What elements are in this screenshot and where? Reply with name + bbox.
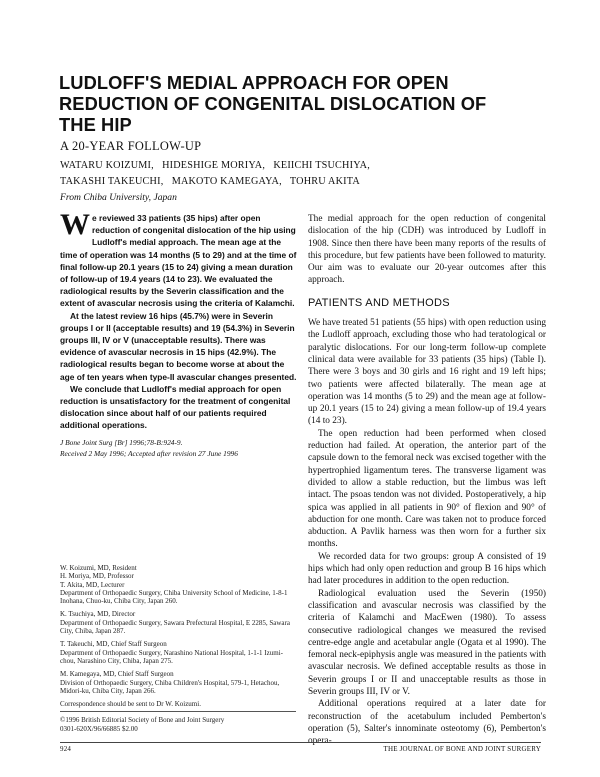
page-footer [60, 742, 541, 759]
note-line: H. Moriya, MD, Professor [60, 572, 134, 581]
left-column [60, 208, 298, 459]
note-line: K. Tsuchiya, MD, Director [60, 610, 136, 619]
abstract-paragraph-3: We conclude that Ludloff's medial approach for open reduction is unsatisfactory for the treatment of congenital dislocation since about half of our patients required additional operations. [60, 383, 291, 431]
abstract-text-1: e reviewed 33 patients (35 hips) after open reduction of congenital dislocation of the hip using Ludloff's medial approach. The mean age at the time of operation was 14 months (5 to 29) and at the time of final follow-up 20.1 years (15 to 24) giving a mean duration of follow-up of 19.4 years (14 to 23). We evaluated the radiological results by the Severin classification and the extent of avascular necrosis using the criteria of Kalamchi. [60, 213, 297, 309]
note-line: Department of Orthopaedic Surgery, Sawara Prefectural Hospital, E 2285, Sawara City, Chiba, Japan 287. [60, 618, 290, 636]
author-list [60, 158, 540, 190]
section-heading: PATIENTS AND METHODS [308, 296, 450, 309]
abstract-paragraph-2: At the latest review 16 hips (45.7%) were in Severin groups I or II (acceptable results) and 19 (54.3%) in Severin groups III, IV or V (unacceptable results). There was evidence of avascular necrosis in 15 hips (42.9%). The radiological results began to become worse at about the age of ten years when type-II avascular changes presented. [60, 310, 297, 382]
citation [60, 437, 298, 459]
received-dates: Received 2 May 1996; Accepted after revision 27 June 1996 [60, 448, 238, 458]
author-notes [60, 564, 296, 733]
abstract [60, 208, 298, 432]
note-line: W. Koizumi, MD, Resident [60, 564, 137, 572]
methods-paragraph-2: The open reduction had been performed when closed reduction had failed. At operation, the anterior part of the capsule down to the femoral neck was excised together with the hypertrophied ligamentum teres. The transverse ligament was divided to allow a stable reduction, but the limbus was left intact. The psoas tendon was not divided. Postoperatively, a hip spica was applied in all patients in 90° of flexion and 90° of abduction for one month. Care was taken not to produce forced abduction. A Pavlik harness was then worn for a further six months. [308, 428, 546, 550]
methods-paragraph-3: We recorded data for two groups: group A consisted of 19 hips which had only open reduction and group B 16 hips which had later procedures in addition to the open reduction. [308, 551, 546, 587]
methods-paragraph-5: Additional operations required at a later date for reconstruction of the acetabulum included Pemberton's operation (5), Salter's innominate osteotomy (6), Pemberton's opera- [308, 699, 546, 747]
note-chiba-university [60, 564, 296, 605]
methods-paragraph-1: We have treated 51 patients (55 hips) with open reduction using the Ludloff approach, excluding those who had teratological or paralytic dislocations. For our long-term follow-up complete clinical data were available for 33 patients (35 hips) (Table I). There were 3 boys and 30 girls and 16 right and 19 left hips; two patients were affected bilaterally. The mean age at operation was 14 months (5 to 29) and the mean age at follow-up 20.1 years (15 to 24) giving a mean follow-up of 19.4 years (14 to 23). [308, 318, 546, 427]
body-text [308, 213, 546, 747]
drop-cap: W [60, 208, 90, 241]
copyright-notice: ©1996 British Editorial Society of Bone and Joint Surgery [60, 716, 225, 725]
authors-line-2: TAKASHI TAKEUCHI, MAKOTO KAMEGAYA, TOHRU AKITA [60, 176, 360, 187]
note-narashino-hospital [60, 640, 296, 665]
methods-paragraph-4: Radiological evaluation used the Severin (1950) classification and avascular necrosis was classified by the criteria of Kalamchi and MacEwen (1980). To assess consecutive radiological changes we measured the revised centre-edge angle and acetabular angle (Ogata et al 1990). The femoral neck-epiphysis angle was measured in the patients with avascular necrosis. We defined acceptable results as those in Severin groups I or II and unacceptable results as those in Severin groups III, IV or V. [308, 588, 546, 697]
note-childrens-hospital [60, 670, 296, 695]
note-line: Department of Orthopaedic Surgery, Chiba University School of Medicine, 1-8-1 Inohana, Chuo-ku, Chiba City, Japan 260. [60, 588, 288, 606]
journal-name: THE JOURNAL OF BONE AND JOINT SURGERY [383, 745, 541, 753]
authors-line-1: WATARU KOIZUMI, HIDESHIGE MORIYA, KEIICHI TSUCHIYA, [60, 160, 370, 171]
note-line: T. Akita, MD, Lecturer [60, 580, 125, 589]
note-line: T. Takeuchi, MD, Chief Staff Surgeon [60, 640, 167, 649]
note-line: Department of Orthopaedic Surgery, Narashino National Hospital, 1-1-1 Izumi-chou, Narashino City, Chiba, Japan 275. [60, 648, 283, 665]
correspondence-note: Correspondence should be sent to Dr W. Koizumi. [60, 700, 201, 709]
note-line: Division of Orthopaedic Surgery, Chiba Children's Hospital, 579-1, Hetachou, Midori-ku, Chiba City, Japan 266. [60, 678, 280, 695]
note-line: M. Kamegaya, MD, Chief Staff Surgeon [60, 670, 174, 679]
page-number: 924 [60, 745, 72, 753]
note-sawara-hospital [60, 610, 296, 635]
article-title: LUDLOFF'S MEDIAL APPROACH FOR OPEN REDUCTION OF CONGENITAL DISLOCATION OF THE HIP [59, 72, 487, 135]
issn-code: 0301-620X/96/66885 $2.00 [60, 724, 138, 733]
intro-paragraph: The medial approach for the open reduction of congenital dislocation of the hip (CDH) was introduced by Ludloff in 1908. Since then there have been many reports of the results of this procedure, but few patients have been followed to maturity. Our aim was to evaluate our 20-year outcomes after this approach. [308, 214, 546, 286]
right-column [308, 213, 546, 747]
affiliation: From Chiba University, Japan [60, 192, 177, 203]
journal-citation: J Bone Joint Surg [Br] 1996;78-B:924-9. [60, 437, 183, 447]
notes-divider [60, 711, 296, 712]
article-subtitle: A 20-YEAR FOLLOW-UP [60, 139, 202, 153]
abstract-paragraph-1 [60, 208, 298, 310]
